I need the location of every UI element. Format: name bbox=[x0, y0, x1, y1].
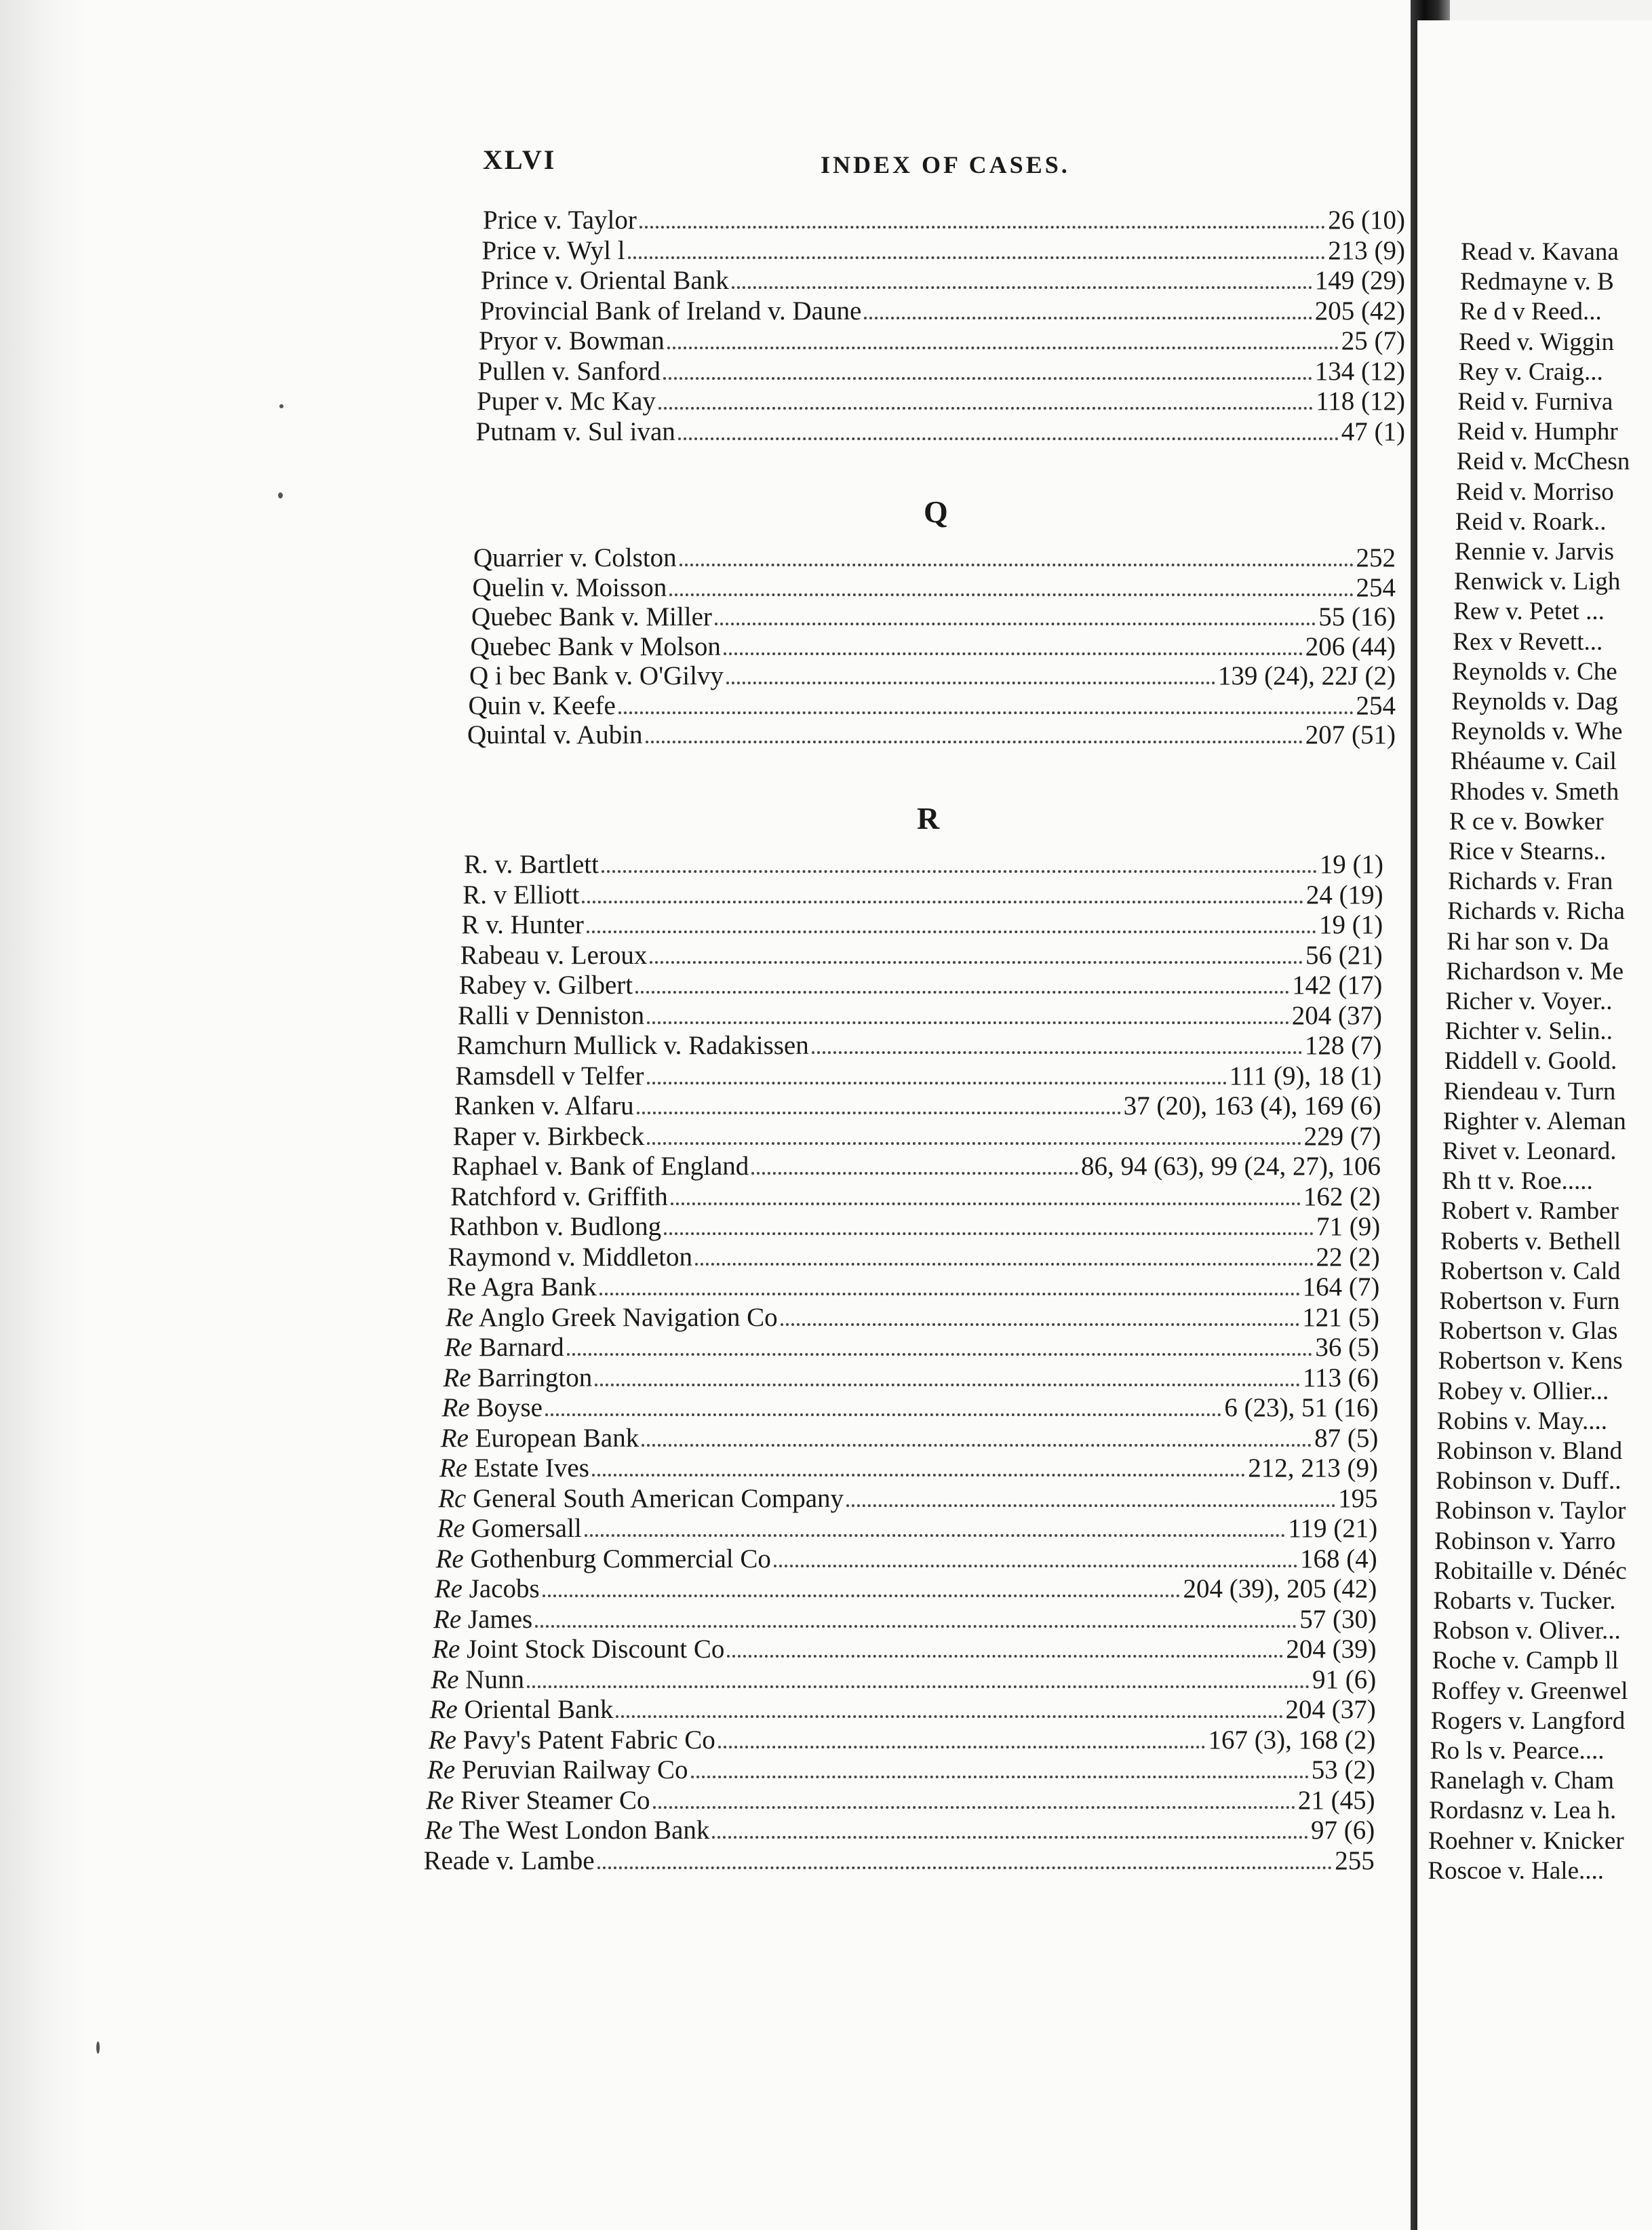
page-reference: 25 (7) bbox=[1341, 326, 1405, 355]
case-name: R. v Elliott bbox=[463, 880, 580, 909]
facing-page-entry: Richter v. Selin.. bbox=[1444, 1017, 1613, 1046]
case-name bbox=[426, 1785, 652, 1816]
case-name: Raphael v. Bank of England bbox=[452, 1152, 749, 1181]
dot-leader bbox=[635, 991, 1289, 994]
case-name bbox=[427, 1755, 691, 1785]
page-reference: 21 (45) bbox=[1297, 1785, 1375, 1815]
dot-leader bbox=[599, 1293, 1300, 1295]
case-name: Ramchurn Mullick v. Radakissen bbox=[456, 1031, 809, 1060]
index-entry bbox=[471, 602, 1396, 631]
page-reference: 195 bbox=[1338, 1483, 1378, 1513]
facing-page-entry: Rey v. Craig... bbox=[1458, 357, 1603, 386]
case-title: Oriental Bank bbox=[464, 1695, 614, 1724]
page-reference: 22 (2) bbox=[1316, 1242, 1380, 1272]
page-reference: 56 (21) bbox=[1305, 940, 1383, 970]
facing-page-entry: Robinson v. Taylor bbox=[1435, 1497, 1626, 1525]
case-name: Quintal v. Aubin bbox=[467, 720, 643, 749]
index-entry bbox=[456, 1030, 1381, 1060]
facing-page-entry: Robey v. Ollier... bbox=[1437, 1377, 1609, 1405]
index-entry bbox=[424, 1845, 1375, 1875]
index-entry bbox=[473, 543, 1396, 572]
case-name: Raper v. Birkbeck bbox=[452, 1121, 645, 1151]
facing-page-entry: Reynolds v. Che bbox=[1452, 657, 1617, 686]
page-reference: 139 (24), 22J (2) bbox=[1217, 661, 1396, 690]
page-reference: 97 (6) bbox=[1310, 1816, 1375, 1845]
case-name: Rabey v. Gilbert bbox=[458, 971, 633, 1000]
dot-leader bbox=[658, 407, 1313, 410]
dot-leader bbox=[592, 1474, 1245, 1476]
case-prefix: Re bbox=[441, 1393, 470, 1422]
paper-speck bbox=[96, 2041, 100, 2054]
facing-page-entry: Robson v. Oliver... bbox=[1432, 1617, 1621, 1645]
facing-page-entry: Rice v Stearns.. bbox=[1449, 838, 1607, 865]
case-name: Ramsdell v Telfer bbox=[455, 1061, 644, 1091]
case-name: Ralli v Denniston bbox=[458, 1000, 645, 1030]
dot-leader bbox=[653, 1806, 1295, 1809]
facing-page-entry: Richardson v. Me bbox=[1446, 957, 1624, 985]
facing-page-entry: Roche v. Campb ll bbox=[1432, 1647, 1619, 1675]
index-entry bbox=[454, 1091, 1381, 1120]
dot-leader bbox=[650, 961, 1303, 964]
dot-leader bbox=[646, 741, 1303, 743]
index-entry bbox=[444, 1332, 1379, 1362]
case-title: General South American Company bbox=[473, 1483, 844, 1513]
page-reference: 26 (10) bbox=[1328, 206, 1405, 235]
dot-leader bbox=[628, 256, 1326, 259]
case-name bbox=[436, 1544, 774, 1574]
dot-leader bbox=[678, 437, 1339, 440]
index-entry bbox=[452, 1151, 1381, 1181]
dot-leader bbox=[637, 1112, 1121, 1114]
page-reference: 19 (1) bbox=[1319, 850, 1383, 879]
facing-page-entry: Re d v Reed... bbox=[1459, 298, 1602, 326]
dot-leader bbox=[582, 901, 1303, 903]
index-entry bbox=[480, 296, 1406, 326]
index-entry bbox=[459, 970, 1383, 1000]
case-title: Joint Stock Discount Co bbox=[467, 1635, 725, 1664]
page-reference: 164 (7) bbox=[1302, 1272, 1380, 1302]
case-name bbox=[441, 1423, 642, 1453]
dot-leader bbox=[587, 931, 1316, 933]
case-name: Rathbon v. Budlong bbox=[449, 1212, 662, 1241]
facing-page-entry: Read v. Kavana bbox=[1461, 238, 1619, 266]
index-entry bbox=[446, 1302, 1379, 1332]
case-title: Anglo Greek Navigation Co bbox=[478, 1302, 778, 1332]
dot-leader bbox=[715, 623, 1316, 625]
case-name: Raymond v. Middleton bbox=[448, 1242, 692, 1272]
case-prefix: Re bbox=[431, 1664, 459, 1694]
case-name: Reade v. Lambe bbox=[423, 1845, 595, 1875]
case-name: Ranken v. Alfaru bbox=[454, 1091, 634, 1120]
facing-page-entry: Richards v. Fran bbox=[1448, 867, 1613, 896]
index-entry bbox=[427, 1755, 1375, 1784]
facing-page-entry: Ranelagh v. Cham bbox=[1430, 1767, 1615, 1795]
case-title: Boyse bbox=[476, 1393, 543, 1422]
index-entry bbox=[469, 690, 1396, 720]
case-prefix: Re bbox=[435, 1544, 464, 1573]
facing-page-entry: Roehner v. Knicker bbox=[1428, 1826, 1624, 1855]
case-prefix: Re bbox=[428, 1725, 456, 1755]
index-entry bbox=[461, 909, 1383, 939]
case-name: Ratchford v. Griffith bbox=[450, 1181, 668, 1211]
case-name: Pryor v. Bowman bbox=[479, 326, 665, 355]
dot-leader bbox=[864, 317, 1312, 319]
case-title: European Bank bbox=[475, 1423, 640, 1453]
facing-page-entry: Reid v. Furniva bbox=[1457, 388, 1613, 416]
index-entry bbox=[439, 1453, 1378, 1483]
dot-leader bbox=[774, 1565, 1297, 1567]
facing-page-entry: Righter v. Aleman bbox=[1442, 1107, 1626, 1135]
page-reference: 213 (9) bbox=[1328, 235, 1405, 265]
facing-page-entry: Roffey v. Greenwel bbox=[1431, 1677, 1628, 1705]
case-title: The West London Bank bbox=[458, 1816, 710, 1845]
facing-page-entry: Renwick v. Ligh bbox=[1454, 568, 1621, 596]
facing-page-entry: Robertson v. Cald bbox=[1440, 1257, 1621, 1285]
index-entry bbox=[477, 386, 1405, 416]
page-reference: 91 (6) bbox=[1312, 1664, 1377, 1694]
page-reference: 6 (23), 51 (16) bbox=[1224, 1393, 1379, 1422]
case-name bbox=[429, 1725, 718, 1755]
page-reference: 87 (5) bbox=[1314, 1423, 1379, 1453]
index-entry bbox=[476, 416, 1406, 446]
page-reference: 47 (1) bbox=[1341, 416, 1405, 446]
case-prefix: Re bbox=[440, 1423, 469, 1453]
facing-page-entry: Roscoe v. Hale.... bbox=[1428, 1856, 1605, 1885]
case-title: James bbox=[467, 1604, 533, 1634]
facing-page-entry: Rogers v. Langford bbox=[1430, 1706, 1626, 1735]
case-prefix: Re bbox=[425, 1816, 453, 1845]
case-name bbox=[432, 1634, 727, 1664]
dot-leader bbox=[669, 593, 1353, 596]
index-entry bbox=[438, 1483, 1377, 1513]
case-name: Quebec Bank v. Miller bbox=[471, 602, 712, 631]
dot-leader bbox=[642, 1444, 1312, 1447]
case-prefix: Rc bbox=[438, 1483, 467, 1513]
page-reference: 162 (2) bbox=[1303, 1181, 1381, 1211]
case-name bbox=[438, 1483, 846, 1514]
page-reference: 121 (5) bbox=[1302, 1302, 1379, 1332]
page-reference: 142 (17) bbox=[1292, 971, 1383, 1000]
facing-page-entry: Riendeau v. Turn bbox=[1443, 1077, 1616, 1106]
case-title: Jacobs bbox=[469, 1574, 540, 1603]
dot-leader bbox=[671, 1202, 1301, 1205]
dot-leader bbox=[680, 564, 1354, 566]
case-name: Pullen v. Sanford bbox=[477, 356, 661, 386]
index-entry bbox=[467, 720, 1396, 749]
case-title: Pavy's Patent Fabric Co bbox=[463, 1725, 715, 1755]
case-name: Quelin v. Moisson bbox=[472, 572, 667, 602]
index-entry bbox=[430, 1694, 1376, 1724]
dot-leader bbox=[595, 1384, 1300, 1386]
case-prefix: Re bbox=[443, 1363, 471, 1392]
page-reference: 57 (30) bbox=[1299, 1604, 1377, 1634]
facing-page-entry: Reynolds v. Whe bbox=[1451, 718, 1623, 746]
case-name: Price v. Wyl l bbox=[481, 235, 625, 265]
dot-leader bbox=[727, 1655, 1283, 1658]
page-reference: 204 (37) bbox=[1285, 1695, 1376, 1724]
case-prefix: Re bbox=[446, 1302, 474, 1332]
facing-page-entry: Robinson v. Bland bbox=[1436, 1437, 1623, 1465]
index-entry bbox=[458, 1000, 1382, 1030]
case-name: Quarrier v. Colston bbox=[473, 543, 677, 572]
index-entry bbox=[441, 1423, 1379, 1453]
case-name bbox=[435, 1573, 543, 1604]
page-reference: 53 (2) bbox=[1311, 1755, 1375, 1784]
page-reference: 149 (29) bbox=[1314, 266, 1405, 295]
facing-page-entry: Robarts v. Tucker. bbox=[1433, 1587, 1616, 1615]
index-entry bbox=[482, 235, 1406, 265]
facing-page-entry: Rennie v. Jarvis bbox=[1455, 538, 1614, 566]
page-reference: 19 (1) bbox=[1318, 910, 1383, 939]
facing-page-entry: Rew v. Petet ... bbox=[1453, 598, 1605, 626]
case-title: Barnard bbox=[479, 1333, 564, 1362]
facing-page-entry: Reid v. McChesn bbox=[1456, 448, 1630, 476]
page-reference: 204 (39), 205 (42) bbox=[1183, 1574, 1377, 1603]
index-entry bbox=[471, 631, 1396, 661]
case-name: Puper v. Mc Kay bbox=[477, 387, 656, 416]
paper-speck bbox=[279, 404, 283, 408]
case-title: Nunn bbox=[465, 1664, 524, 1694]
dot-leader bbox=[726, 682, 1215, 684]
page-reference: 113 (6) bbox=[1302, 1363, 1379, 1392]
case-name bbox=[431, 1664, 527, 1695]
case-prefix: Re bbox=[439, 1453, 468, 1483]
page-reference: 254 bbox=[1356, 690, 1396, 720]
facing-page-entry: Ro ls v. Pearce.... bbox=[1430, 1737, 1605, 1765]
case-name: Price v. Taylor bbox=[483, 206, 637, 235]
page-binding-shadow bbox=[0, 0, 88, 2230]
case-title: Barrington bbox=[477, 1363, 593, 1392]
index-entry bbox=[481, 265, 1405, 295]
facing-page-entry: Richards v. Richa bbox=[1447, 897, 1625, 926]
dot-leader bbox=[535, 1625, 1297, 1628]
dot-leader bbox=[647, 1082, 1227, 1084]
dot-leader bbox=[846, 1504, 1335, 1507]
index-entry bbox=[425, 1815, 1375, 1845]
dot-leader bbox=[732, 286, 1312, 289]
facing-page-entry: Richer v. Voyer.. bbox=[1445, 987, 1613, 1015]
page-reference: 134 (12) bbox=[1314, 356, 1405, 386]
index-entry bbox=[479, 326, 1405, 355]
facing-page-entry: Reed v. Wiggin bbox=[1459, 328, 1614, 356]
facing-page-entry: Rex v Revett... bbox=[1453, 627, 1603, 656]
case-prefix: Re bbox=[444, 1333, 473, 1362]
facing-page-entry: Ri har son v. Da bbox=[1447, 927, 1609, 956]
section-letter-q: Q bbox=[924, 494, 948, 529]
dot-leader bbox=[543, 1595, 1181, 1597]
case-name: R v. Hunter bbox=[461, 910, 584, 939]
facing-page-entry: Roberts v. Bethell bbox=[1440, 1227, 1621, 1255]
dot-leader bbox=[585, 1534, 1286, 1537]
page-reference: 168 (4) bbox=[1300, 1544, 1377, 1573]
facing-page-entry: Robertson v. Glas bbox=[1438, 1317, 1618, 1346]
dot-leader bbox=[724, 652, 1303, 655]
facing-page-entry: R ce v. Bowker bbox=[1449, 807, 1604, 836]
dot-leader bbox=[616, 1715, 1282, 1718]
dot-leader bbox=[527, 1685, 1310, 1688]
case-prefix: Re bbox=[429, 1695, 458, 1724]
case-title: River Steamer Co bbox=[460, 1785, 650, 1815]
case-title: Gothenburg Commercial Co bbox=[470, 1544, 771, 1573]
case-name: Q i bec Bank v. O'Gilvy bbox=[469, 661, 724, 690]
case-name bbox=[442, 1392, 545, 1423]
case-name: Quebec Bank v Molson bbox=[470, 631, 721, 661]
case-title: Estate Ives bbox=[473, 1453, 589, 1483]
page-reference: 71 (9) bbox=[1316, 1212, 1381, 1241]
page-reference: 212, 213 (9) bbox=[1248, 1453, 1378, 1483]
case-name bbox=[439, 1453, 592, 1483]
case-name: Provincial Bank of Ireland v. Daune bbox=[479, 296, 862, 326]
case-prefix: Re bbox=[433, 1604, 462, 1634]
dot-leader bbox=[667, 347, 1339, 349]
index-entry bbox=[460, 940, 1383, 970]
dot-leader bbox=[567, 1353, 1313, 1356]
case-name: R. v. Bartlett bbox=[464, 850, 599, 879]
facing-page-entry: Reynolds v. Dag bbox=[1451, 688, 1618, 716]
dot-leader bbox=[545, 1413, 1221, 1416]
index-entry bbox=[432, 1634, 1376, 1664]
index-entry bbox=[443, 1363, 1379, 1392]
facing-page-entry: Rh tt v. Roe..... bbox=[1442, 1167, 1593, 1196]
page-folio: XLVI bbox=[483, 144, 557, 175]
page-reference: 255 bbox=[1335, 1845, 1375, 1875]
case-name bbox=[444, 1332, 567, 1363]
case-name bbox=[437, 1513, 584, 1544]
dot-leader bbox=[647, 1021, 1289, 1024]
page-reference: 167 (3), 168 (2) bbox=[1208, 1725, 1376, 1755]
facing-page-entry: Robertson v. Kens bbox=[1438, 1347, 1623, 1375]
case-name: Prince v. Oriental Bank bbox=[481, 266, 729, 295]
index-entry bbox=[429, 1725, 1376, 1755]
page-reference: 254 bbox=[1356, 572, 1396, 602]
case-name bbox=[446, 1302, 781, 1333]
paper-speck bbox=[278, 492, 283, 498]
index-entry bbox=[450, 1181, 1380, 1211]
page-reference: 111 (9), 18 (1) bbox=[1229, 1061, 1382, 1091]
case-name: Quin v. Keefe bbox=[468, 690, 616, 720]
case-name bbox=[430, 1694, 616, 1725]
page-reference: 229 (7) bbox=[1303, 1121, 1381, 1151]
dot-leader bbox=[691, 1776, 1309, 1778]
page-reference: 36 (5) bbox=[1315, 1333, 1379, 1362]
page-reference: 86, 94 (63), 99 (24, 27), 106 bbox=[1081, 1152, 1381, 1181]
dot-leader bbox=[640, 226, 1325, 229]
case-title: Gomersall bbox=[471, 1514, 582, 1543]
case-prefix: Re bbox=[427, 1755, 456, 1784]
page-reference: 205 (42) bbox=[1314, 296, 1405, 326]
case-name: Putnam v. Sul ivan bbox=[475, 416, 675, 446]
dot-leader bbox=[812, 1051, 1302, 1054]
index-entry bbox=[478, 356, 1406, 386]
dot-leader bbox=[695, 1263, 1314, 1266]
facing-page-entry: Robert v. Ramber bbox=[1441, 1197, 1619, 1226]
case-prefix: Re bbox=[434, 1574, 463, 1603]
section-letter-r: R bbox=[917, 801, 940, 836]
page-reference: 24 (19) bbox=[1305, 880, 1383, 909]
page-reference: 204 (37) bbox=[1291, 1000, 1382, 1030]
index-entry bbox=[435, 1573, 1377, 1603]
case-prefix: Re bbox=[437, 1514, 465, 1543]
facing-page-entry: Reid v. Morriso bbox=[1455, 477, 1614, 506]
index-entry bbox=[447, 1272, 1380, 1302]
case-name: Rabeau v. Leroux bbox=[460, 940, 648, 970]
facing-page-entry: Rordasnz v. Lea h. bbox=[1429, 1797, 1617, 1825]
case-name bbox=[443, 1363, 595, 1393]
dot-leader bbox=[663, 377, 1312, 380]
page-reference: 37 (20), 163 (4), 169 (6) bbox=[1123, 1091, 1381, 1120]
page-title: INDEX OF CASES. bbox=[821, 151, 1070, 178]
facing-page-entry: Riddell v. Goold. bbox=[1444, 1047, 1617, 1076]
facing-page bbox=[1417, 20, 1652, 2230]
page-reference: 204 (39) bbox=[1286, 1635, 1377, 1664]
page-reference: 119 (21) bbox=[1288, 1514, 1378, 1543]
facing-page-entry: Reid v. Roark.. bbox=[1455, 507, 1607, 536]
case-title: Peruvian Railway Co bbox=[461, 1755, 688, 1784]
index-entry bbox=[448, 1242, 1380, 1272]
index-entry bbox=[431, 1664, 1376, 1694]
dot-leader bbox=[712, 1836, 1308, 1839]
index-entry bbox=[463, 880, 1383, 909]
page-reference: 118 (12) bbox=[1316, 387, 1405, 416]
case-prefix: Re bbox=[426, 1785, 454, 1815]
facing-page-entry: Rhéaume v. Cail bbox=[1450, 747, 1617, 776]
index-entry bbox=[469, 661, 1396, 690]
facing-page-entry: Rhodes v. Smeth bbox=[1449, 777, 1619, 806]
dot-leader bbox=[664, 1232, 1314, 1235]
index-entry bbox=[436, 1544, 1377, 1573]
index-entry bbox=[442, 1392, 1379, 1422]
index-entry bbox=[433, 1604, 1377, 1634]
page-reference: 207 (51) bbox=[1305, 720, 1396, 749]
facing-page-entry: Redmayne v. B bbox=[1460, 268, 1614, 296]
page-reference: 252 bbox=[1356, 543, 1396, 572]
facing-page-entry: Robins v. May.... bbox=[1436, 1407, 1608, 1435]
index-entry bbox=[426, 1785, 1375, 1815]
index-entry bbox=[483, 205, 1405, 235]
index-entry bbox=[455, 1061, 1381, 1091]
dot-leader bbox=[602, 870, 1317, 873]
index-entry bbox=[464, 849, 1383, 879]
dot-leader bbox=[597, 1866, 1333, 1869]
dot-leader bbox=[618, 711, 1354, 714]
case-name: Re Agra Bank bbox=[446, 1272, 597, 1302]
index-entry bbox=[437, 1513, 1377, 1543]
index-entry bbox=[473, 572, 1396, 602]
facing-page-entry: Robinson v. Yarro bbox=[1434, 1527, 1616, 1555]
facing-page-entry: Rivet v. Leonard. bbox=[1442, 1137, 1617, 1165]
page-reference: 55 (16) bbox=[1318, 602, 1396, 631]
dot-leader bbox=[751, 1172, 1078, 1175]
facing-page-entry: Robertson v. Furn bbox=[1439, 1287, 1620, 1315]
page-reference: 128 (7) bbox=[1304, 1031, 1382, 1060]
facing-page-entry: Reid v. Humphr bbox=[1457, 418, 1618, 446]
index-entry bbox=[453, 1121, 1381, 1151]
case-name bbox=[433, 1604, 535, 1635]
index-entry bbox=[449, 1211, 1380, 1241]
dot-leader bbox=[647, 1142, 1301, 1145]
facing-page-entry: Robinson v. Duff.. bbox=[1436, 1467, 1621, 1495]
page-reference: 206 (44) bbox=[1305, 631, 1396, 661]
facing-page-entry: Robitaille v. Dénéc bbox=[1434, 1557, 1627, 1585]
dot-leader bbox=[781, 1323, 1300, 1326]
case-name bbox=[425, 1815, 712, 1845]
dot-leader bbox=[718, 1746, 1206, 1748]
case-prefix: Re bbox=[432, 1635, 460, 1664]
